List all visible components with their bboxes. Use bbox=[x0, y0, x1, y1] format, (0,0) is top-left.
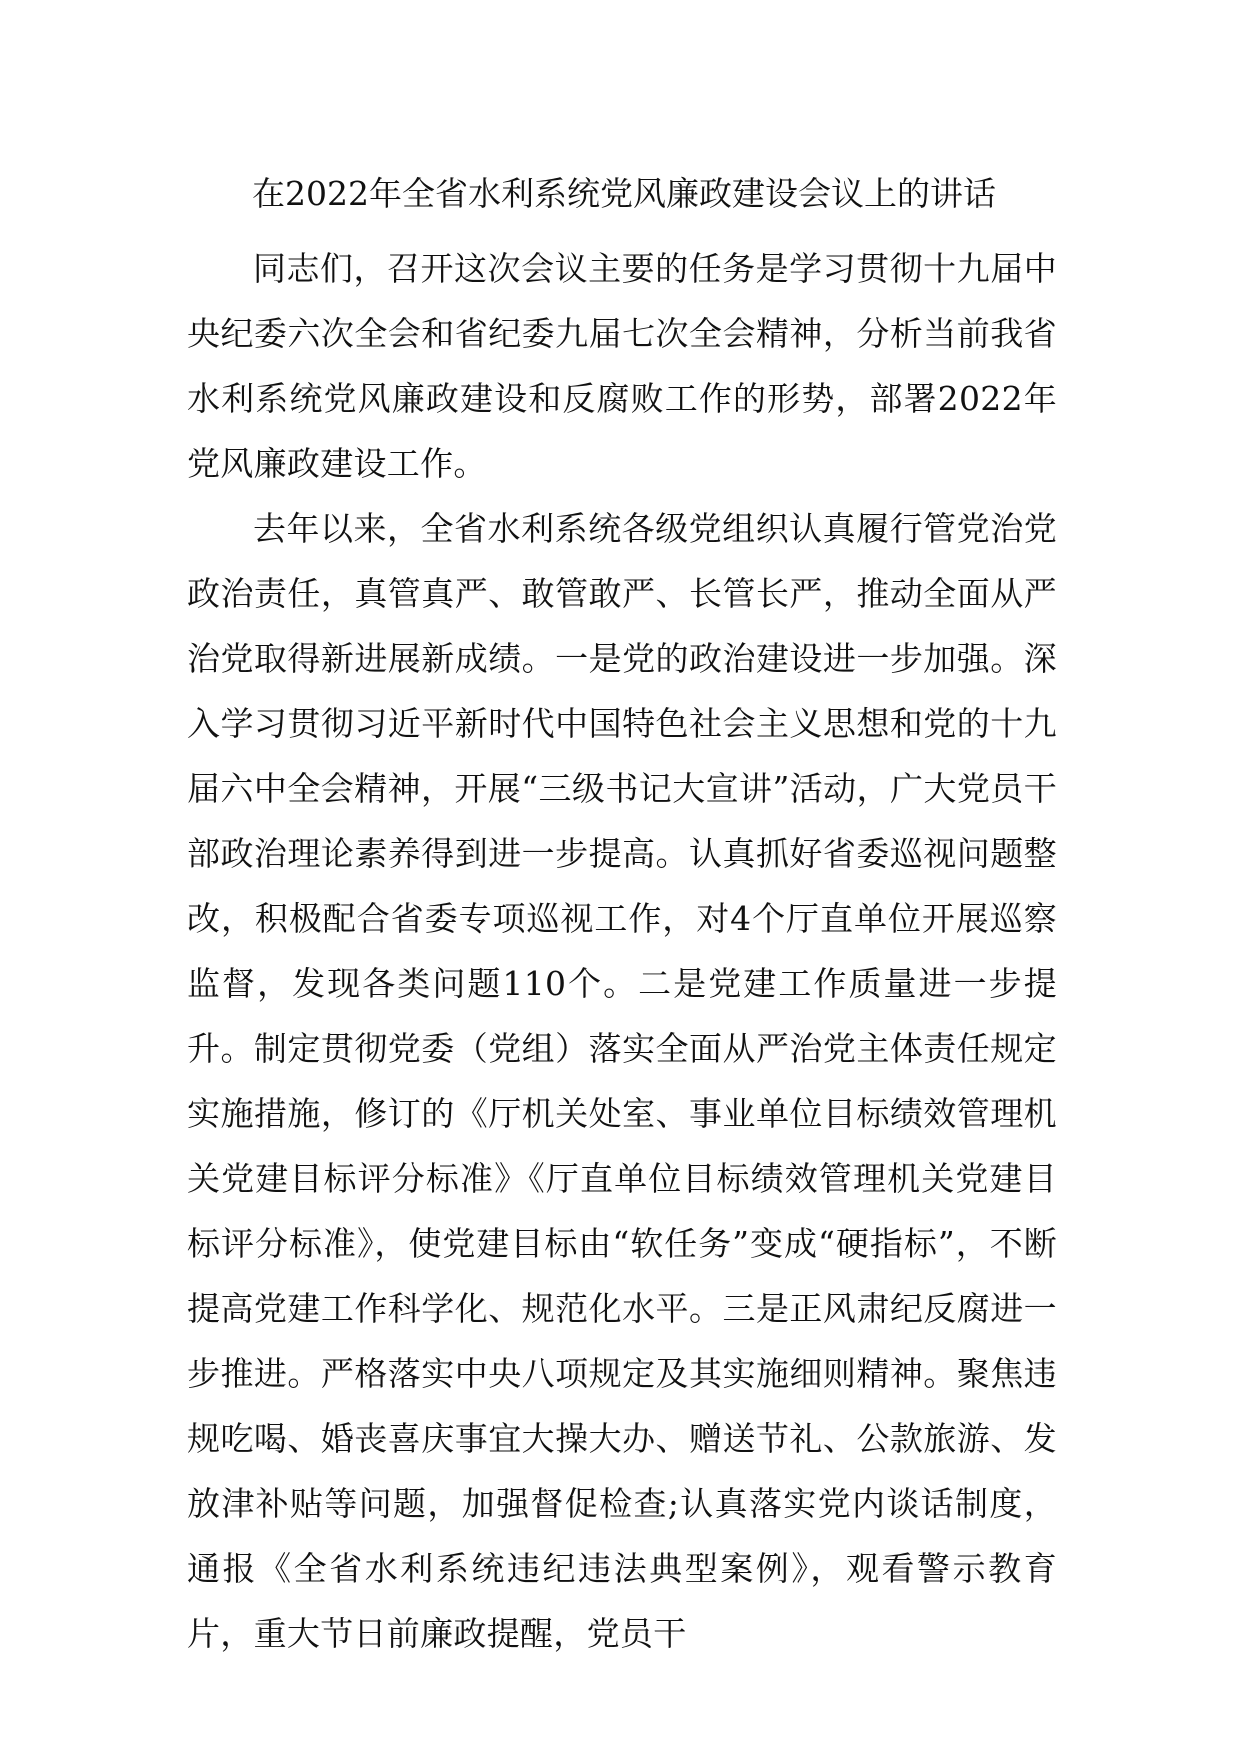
document-body bbox=[187, 236, 1057, 1666]
document-title: 在2022年全省水利系统党风廉政建设会议上的讲话 bbox=[252, 174, 996, 213]
paragraph-achievements: 去年以来，全省水利系统各级党组织认真履行管党治党政治责任，真管真严、敢管敢严、长管长严，推动全面从严治党取得新进展新成绩。一是党的政治建设进一步加强。深入学习贯彻习近平新时代中国特色社会主义思想和党的十九届六中全会精神，开展“三级书记大宣讲”活动，广大党员干部政治理论素养得到进一步提高。认真抓好省委巡视问题整改，积极配合省委专项巡视工作，对4个厅直单位开展巡察监督，发现各类问题110个。二是党建工作质量进一步提升。制定贯彻党委（党组）落实全面从严治党主体责任规定实施措施，修订的《厅机关处室、事业单位目标绩效管理机关党建目标评分标准》《厅直单位目标绩效管理机关党建目标评分标准》，使党建目标由“软任务”变成“硬指标”，不断提高党建工作科学化、规范化水平。三是正风肃纪反腐进一步推进。严格落实中央八项规定及其实施细则精神。聚焦违规吃喝、婚丧喜庆事宜大操大办、赠送节礼、公款旅游、发放津补贴等问题，加强督促检查;认真落实党内谈话制度，通报《全省水利系统违纪违法典型案例》，观看警示教育片，重大节日前廉政提醒，党员干 bbox=[187, 509, 1057, 1653]
paragraph-opening: 同志们，召开这次会议主要的任务是学习贯彻十九届中央纪委六次全会和省纪委九届七次全会精神，分析当前我省水利系统党风廉政建设和反腐败工作的形势，部署2022年党风廉政建设工作。 bbox=[187, 249, 1057, 483]
